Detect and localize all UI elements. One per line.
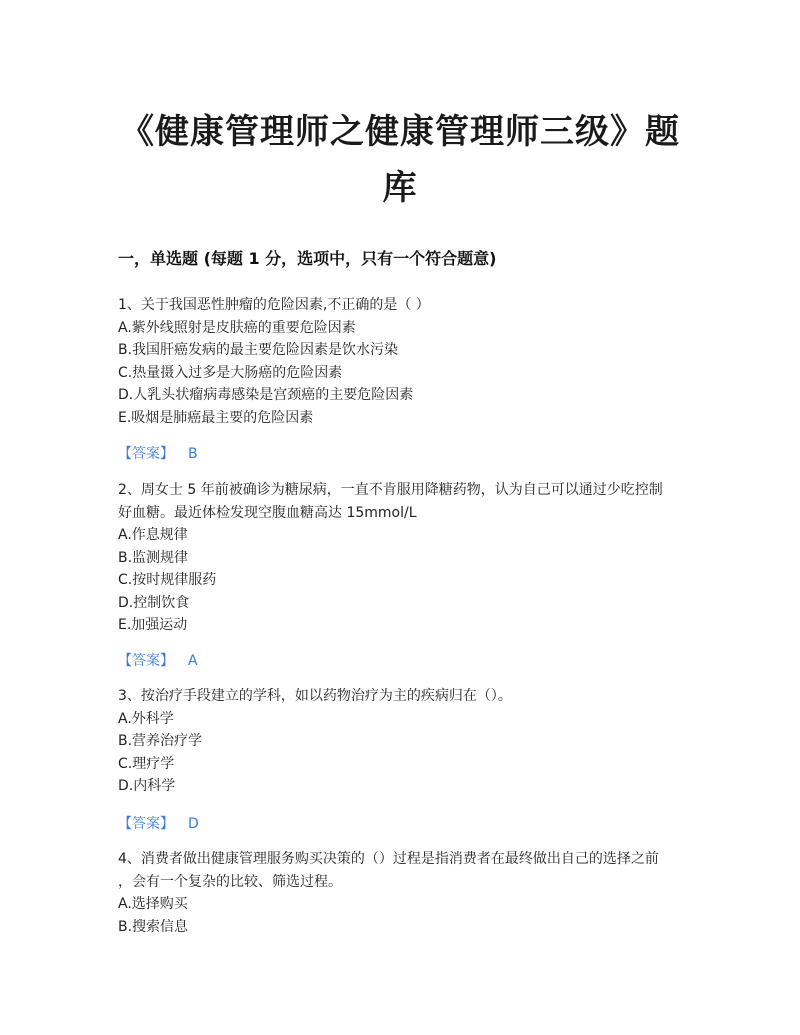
title-line-1: 《健康管理师之健康管理师三级》题	[120, 112, 680, 152]
answer-3	[118, 813, 199, 833]
answer-label: 【答案】	[118, 446, 174, 462]
option-b[interactable]: B.营养治疗学	[118, 733, 203, 749]
question-3	[118, 685, 683, 798]
option-c[interactable]: C.热量摄入过多是大肠癌的危险因素	[118, 364, 343, 381]
document-title	[100, 104, 700, 216]
section-heading: 一，单选题 (每题 1 分，选项中，只有一个符合题意)	[118, 249, 497, 268]
option-a[interactable]: A.选择购买	[118, 896, 188, 912]
option-a[interactable]: A.紫外线照射是皮肤癌的重要危险因素	[118, 319, 356, 336]
answer-label: 【答案】	[118, 816, 174, 832]
option-b[interactable]: B.我国肝癌发病的最主要危险因素是饮水污染	[118, 342, 399, 358]
title-line-2: 库	[382, 168, 418, 208]
option-e[interactable]: E.吸烟是肺癌最主要的危险因素	[118, 409, 314, 426]
question-stem: 4、消费者做出健康管理服务购买决策的（）过程是指消费者在最终做出自己的选择之前	[118, 851, 659, 867]
answer-value: D	[188, 816, 199, 832]
question-1	[118, 294, 683, 429]
answer-label: 【答案】	[118, 653, 174, 669]
option-a[interactable]: A.作息规律	[118, 527, 188, 543]
option-a[interactable]: A.外科学	[118, 710, 174, 727]
option-d[interactable]: D.内科学	[118, 778, 176, 794]
question-4	[118, 848, 683, 938]
answer-value: A	[188, 653, 198, 669]
answer-value: B	[188, 446, 198, 462]
option-b[interactable]: B.监测规律	[118, 549, 189, 566]
question-stem-continued: 好血糖。最近体检发现空腹血糖高达 15mmol/L	[118, 504, 417, 521]
option-c[interactable]: C.按时规律服药	[118, 572, 217, 588]
option-b[interactable]: B.搜索信息	[118, 918, 189, 935]
answer-2	[118, 650, 198, 670]
question-stem: 1、关于我国恶性肿瘤的危险因素,不正确的是（ ）	[118, 297, 430, 313]
option-d[interactable]: D.人乳头状瘤病毒感染是宫颈癌的主要危险因素	[118, 387, 414, 403]
option-c[interactable]: C.理疗学	[118, 755, 175, 772]
option-d[interactable]: D.控制饮食	[118, 594, 190, 611]
answer-1	[118, 443, 198, 463]
question-2	[118, 479, 683, 637]
question-stem: 2、周女士 5 年前被确诊为糖尿病，一直不肯服用降糖药物，认为自己可以通过少吃控制	[118, 482, 663, 498]
question-stem: 3、按治疗手段建立的学科，如以药物治疗为主的疾病归在（）。	[118, 688, 512, 704]
question-stem-continued: ，会有一个复杂的比较、筛选过程。	[118, 873, 342, 890]
option-e[interactable]: E.加强运动	[118, 617, 188, 633]
